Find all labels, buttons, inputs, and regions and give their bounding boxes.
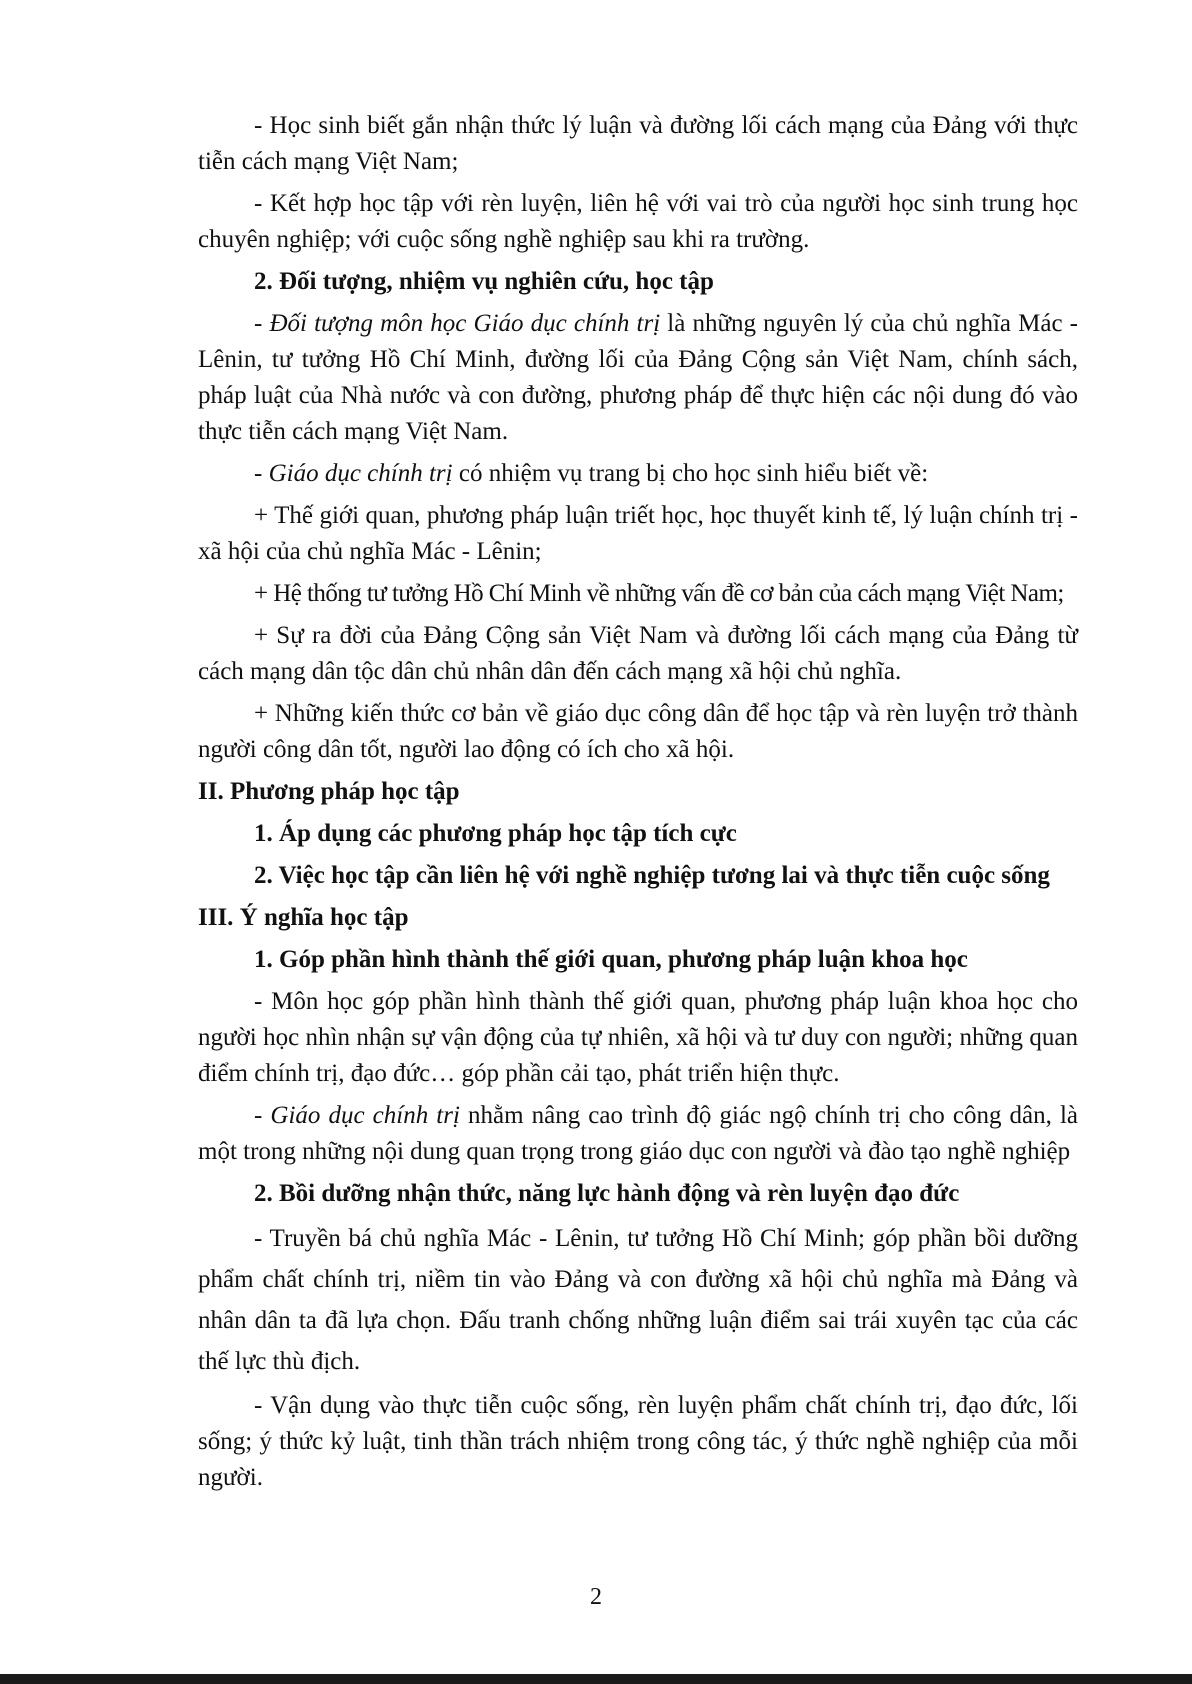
bottom-edge-bar [0,1674,1192,1684]
paragraph: + Hệ thống tư tưởng Hồ Chí Minh về những vấn đề cơ bản của cách mạng Việt Nam; [254,580,1064,607]
paragraph: - Vận dụng vào thực tiễn cuộc sống, rèn luyện phẩm chất chính trị, đạo đức, lối sống; ý thức kỷ luật, tinh thần trách nhiệm trong công tác, ý thức nghề nghiệp của mỗi người. [198,1392,1078,1491]
paragraph: + Sự ra đời của Đảng Cộng sản Việt Nam và đường lối cách mạng của Đảng từ cách mạng dân tộc dân chủ nhân dân đến cách mạng xã hội chủ nghĩa. [198,622,1078,685]
paragraph: - Học sinh biết gắn nhận thức lý luận và đường lối cách mạng của Đảng với thực tiễn cách mạng Việt Nam; [198,112,1078,175]
subheading: 2. Bồi dưỡng nhận thức, năng lực hành động và rèn luyện đạo đức [254,1180,960,1207]
paragraph: + Những kiến thức cơ bản về giáo dục công dân để học tập và rèn luyện trở thành người công dân tốt, người lao động có ích cho xã hội. [198,700,1078,763]
paragraph-prefix: - [254,1102,271,1129]
paragraph [198,1098,1078,1170]
paragraph [198,456,1078,492]
page-number: 2 [590,1584,602,1610]
paragraph-text: nhằm nâng cao trình độ giác ngộ chính trị cho công dân, là một trong những nội dung quan trọng trong giáo dục con người và đào tạo nghề nghiệp [198,1102,1078,1165]
page-content [198,108,1078,1502]
section-heading: III. Ý nghĩa học tập [198,904,409,931]
subheading: 1. Áp dụng các phương pháp học tập tích cực [254,820,737,847]
paragraph-text: là những nguyên lý của chủ nghĩa Mác - Lênin, tư tưởng Hồ Chí Minh, đường lối của Đảng Cộng sản Việt Nam, chính sách, pháp luật của Nhà nước và con đường, phương pháp để thực hiện các nội dung đó vào thực tiễn cách mạng Việt Nam. [198,310,1078,445]
subheading: 1. Góp phần hình thành thế giới quan, phương pháp luận khoa học [254,946,968,973]
italic-term: Giáo dục chính trị [268,460,453,487]
paragraph: - Kết hợp học tập với rèn luyện, liên hệ với vai trò của người học sinh trung học chuyên nghiệp; với cuộc sống nghề nghiệp sau khi ra trường. [198,190,1078,253]
italic-term: Giáo dục chính trị [270,1102,460,1129]
paragraph: - Truyền bá chủ nghĩa Mác - Lênin, tư tưởng Hồ Chí Minh; góp phần bồi dưỡng phẩm chất chính trị, niềm tin vào Đảng và con đường xã hội chủ nghĩa mà Đảng và nhân dân ta đã lựa chọn. Đấu tranh chống những luận điểm sai trái xuyên tạc của các thế lực thù địch. [198,1225,1078,1375]
subheading: 2. Việc học tập cần liên hệ với nghề nghiệp tương lai và thực tiễn cuộc sống [254,862,1050,889]
paragraph-text: có nhiệm vụ trang bị cho học sinh hiểu biết về: [452,460,929,487]
section-heading: II. Phương pháp học tập [198,778,460,805]
italic-term: Đối tượng môn học Giáo dục chính trị [269,310,661,337]
paragraph [198,306,1078,450]
paragraph: - Môn học góp phần hình thành thế giới quan, phương pháp luận khoa học cho người học nhìn nhận sự vận động của tự nhiên, xã hội và tư duy con người; những quan điểm chính trị, đạo đức… góp phần cải tạo, phát triển hiện thực. [198,988,1078,1087]
subheading: 2. Đối tượng, nhiệm vụ nghiên cứu, học tập [254,268,714,295]
paragraph-prefix: - [254,310,270,337]
paragraph-prefix: - [254,460,269,487]
paragraph: + Thế giới quan, phương pháp luận triết học, học thuyết kinh tế, lý luận chính trị - xã hội của chủ nghĩa Mác - Lênin; [198,502,1078,565]
